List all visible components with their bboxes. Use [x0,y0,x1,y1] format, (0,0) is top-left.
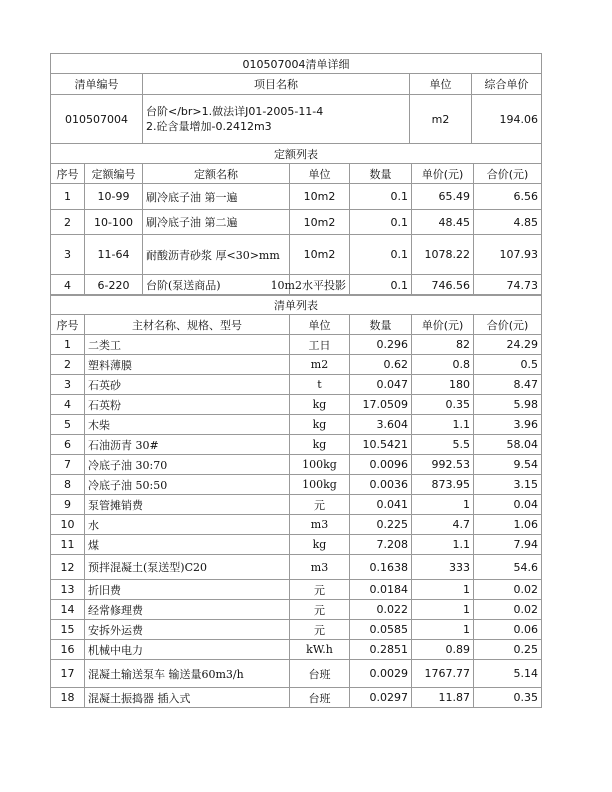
table-row [51,555,542,580]
row-no: 14 [51,600,85,620]
row-name: 折旧费 [85,580,290,600]
row-total: 107.93 [474,235,542,275]
row-total: 0.04 [474,495,542,515]
row-price: 1 [412,600,474,620]
item-code: 010507004 [51,95,143,144]
row-no: 4 [51,395,85,415]
quota-header-unit: 单位 [290,164,350,184]
row-qty: 0.0096 [350,455,412,475]
quota-header-price: 单价(元) [412,164,474,184]
row-no: 18 [51,688,85,708]
row-unit: m3 [290,515,350,535]
row-price: 992.53 [412,455,474,475]
materials-header-total: 合价(元) [474,315,542,335]
row-unit: 100kg [290,475,350,495]
row-name: 刷冷底子油 第二遍 [143,210,290,235]
row-name: 塑料薄膜 [85,355,290,375]
row-total: 58.04 [474,435,542,455]
table-row [51,688,542,708]
row-unit: 台班 [290,688,350,708]
row-price: 0.89 [412,640,474,660]
materials-header-name: 主材名称、规格、型号 [85,315,290,335]
row-qty: 0.022 [350,600,412,620]
row-total: 0.35 [474,688,542,708]
row-total: 5.98 [474,395,542,415]
table-row [51,375,542,395]
row-no: 8 [51,475,85,495]
row-name: 机械中电力 [85,640,290,660]
materials-header-no: 序号 [51,315,85,335]
row-qty: 0.0585 [350,620,412,640]
row-code: 10-100 [85,210,143,235]
row-name: 耐酸沥青砂浆 厚<30>mm [143,235,290,275]
materials-header-row [51,315,542,335]
row-name: 二类工 [85,335,290,355]
row-total: 8.47 [474,375,542,395]
row-no: 13 [51,580,85,600]
row-qty: 0.047 [350,375,412,395]
row-no: 5 [51,415,85,435]
row-qty: 0.2851 [350,640,412,660]
row-qty: 3.604 [350,415,412,435]
row-price: 11.87 [412,688,474,708]
row-name: 石英砂 [85,375,290,395]
row-price: 873.95 [412,475,474,495]
row-name: 泵管摊销费 [85,495,290,515]
row-total: 9.54 [474,455,542,475]
row-price: 1 [412,580,474,600]
quota-header-code: 定额编号 [85,164,143,184]
row-qty: 0.0297 [350,688,412,708]
row-total: 0.5 [474,355,542,375]
row-price: 1.1 [412,535,474,555]
row-total: 0.25 [474,640,542,660]
item-price: 194.06 [472,95,542,144]
row-price: 5.5 [412,435,474,455]
row-qty: 0.1 [350,275,412,296]
row-qty: 0.1 [350,184,412,210]
row-name: 石英粉 [85,395,290,415]
row-unit: 工日 [290,335,350,355]
row-unit: kg [290,415,350,435]
row-total: 24.29 [474,335,542,355]
row-price: 1 [412,495,474,515]
table-row [51,475,542,495]
quota-table [50,143,542,296]
row-price: 48.45 [412,210,474,235]
row-no: 3 [51,375,85,395]
item-name [143,95,410,144]
row-total: 3.15 [474,475,542,495]
row-no: 10 [51,515,85,535]
row-name: 石油沥青 30# [85,435,290,455]
row-unit: kg [290,395,350,415]
header-unit: 单位 [410,74,472,95]
row-price: 1.1 [412,415,474,435]
item-unit: m2 [410,95,472,144]
row-price: 1078.22 [412,235,474,275]
row-total: 0.02 [474,580,542,600]
row-total: 1.06 [474,515,542,535]
row-price: 180 [412,375,474,395]
table-row [51,515,542,535]
row-unit: m2 [290,355,350,375]
row-no: 1 [51,335,85,355]
row-name: 经常修理费 [85,600,290,620]
table-row [51,235,542,275]
materials-header-price: 单价(元) [412,315,474,335]
table-row [51,455,542,475]
row-qty: 0.62 [350,355,412,375]
row-qty: 0.296 [350,335,412,355]
materials-table [50,294,542,708]
row-unit: 元 [290,620,350,640]
row-no: 16 [51,640,85,660]
table-row [51,395,542,415]
row-qty: 17.0509 [350,395,412,415]
row-qty: 0.1 [350,235,412,275]
row-no: 2 [51,210,85,235]
row-name: 木柴 [85,415,290,435]
row-price: 1767.77 [412,660,474,688]
quota-header-no: 序号 [51,164,85,184]
row-unit: 台班 [290,660,350,688]
row-no: 17 [51,660,85,688]
row-no: 3 [51,235,85,275]
row-unit: 10m2 [290,235,350,275]
row-unit: m3 [290,555,350,580]
table-row [51,600,542,620]
detail-title: 010507004清单详细 [51,54,542,74]
row-qty: 0.0029 [350,660,412,688]
row-name: 安拆外运费 [85,620,290,640]
row-code: 6-220 [85,275,143,296]
row-qty: 0.225 [350,515,412,535]
row-unit: 元 [290,600,350,620]
row-name: 预拌混凝土(泵送型)C20 [85,555,290,580]
row-no: 6 [51,435,85,455]
row-name: 混凝土输送泵车 输送量60m3/h [85,660,290,688]
row-price: 65.49 [412,184,474,210]
row-no: 4 [51,275,85,296]
row-name: 台阶(泵送商品) [143,275,290,296]
table-row [51,535,542,555]
row-no: 1 [51,184,85,210]
row-total: 5.14 [474,660,542,688]
row-price: 82 [412,335,474,355]
quota-header-total: 合价(元) [474,164,542,184]
row-qty: 0.0184 [350,580,412,600]
row-total: 0.02 [474,600,542,620]
row-qty: 0.0036 [350,475,412,495]
row-no: 2 [51,355,85,375]
item-name-line2: 2.砼含量增加-0.2412m3 [146,120,272,133]
table-row [51,660,542,688]
row-unit: kg [290,535,350,555]
materials-header-unit: 单位 [290,315,350,335]
header-code: 清单编号 [51,74,143,95]
row-code: 10-99 [85,184,143,210]
row-price: 0.8 [412,355,474,375]
row-name: 混凝土振捣器 插入式 [85,688,290,708]
row-no: 11 [51,535,85,555]
row-qty: 10.5421 [350,435,412,455]
row-price: 333 [412,555,474,580]
row-name: 煤 [85,535,290,555]
row-qty: 0.1638 [350,555,412,580]
row-qty: 0.041 [350,495,412,515]
row-no: 7 [51,455,85,475]
row-unit: 10m2 [290,184,350,210]
materials-header-qty: 数量 [350,315,412,335]
row-no: 9 [51,495,85,515]
row-total: 6.56 [474,184,542,210]
row-code: 11-64 [85,235,143,275]
row-total: 0.06 [474,620,542,640]
detail-table [50,53,542,144]
row-unit: kg [290,435,350,455]
row-total: 54.6 [474,555,542,580]
table-row [51,435,542,455]
table-row [51,335,542,355]
row-qty: 7.208 [350,535,412,555]
table-row [51,495,542,515]
row-price: 4.7 [412,515,474,535]
table-row [51,620,542,640]
row-unit: 100kg [290,455,350,475]
row-unit: t [290,375,350,395]
row-name: 冷底子油 50:50 [85,475,290,495]
table-row [51,640,542,660]
row-total: 74.73 [474,275,542,296]
row-no: 12 [51,555,85,580]
row-no: 15 [51,620,85,640]
row-total: 7.94 [474,535,542,555]
header-name: 项目名称 [143,74,410,95]
table-row [51,580,542,600]
table-row [51,415,542,435]
row-unit: kW.h [290,640,350,660]
row-qty: 0.1 [350,210,412,235]
row-total: 3.96 [474,415,542,435]
table-row [51,210,542,235]
row-name: 刷冷底子油 第一遍 [143,184,290,210]
quota-title: 定额列表 [51,144,542,164]
row-total: 4.85 [474,210,542,235]
row-unit: 10m2水平投影 [290,275,350,296]
row-name: 冷底子油 30:70 [85,455,290,475]
row-price: 746.56 [412,275,474,296]
row-unit: 元 [290,580,350,600]
row-name: 水 [85,515,290,535]
quota-header-qty: 数量 [350,164,412,184]
header-price: 综合单价 [472,74,542,95]
table-row [51,184,542,210]
quota-header-name: 定额名称 [143,164,290,184]
table-row [51,275,542,296]
materials-title: 清单列表 [51,295,542,315]
row-price: 1 [412,620,474,640]
table-row [51,355,542,375]
row-price: 0.35 [412,395,474,415]
quota-header-row [51,164,542,184]
item-name-line1: 台阶</br>1.做法详J01-2005-11-4 [146,105,324,118]
row-unit: 10m2 [290,210,350,235]
row-unit: 元 [290,495,350,515]
